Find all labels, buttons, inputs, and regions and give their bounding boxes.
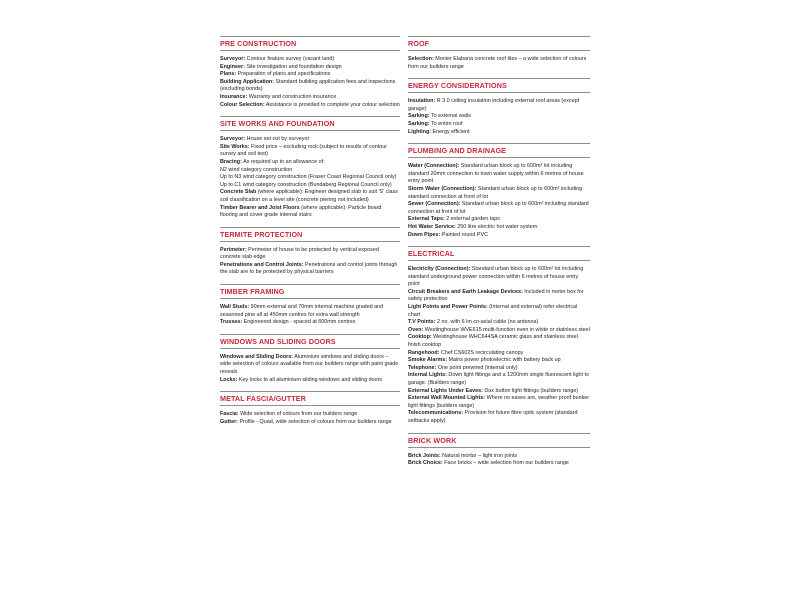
left-column [220, 36, 400, 433]
spec-item-text: Up to C1 wind category construction (Bundaberg Regional Council only) [220, 181, 392, 188]
spec-item-text: Mains power photoelectric with battery back up [447, 357, 561, 364]
spec-item [408, 224, 590, 232]
spec-item [220, 304, 400, 319]
spec-item-text: One point prewired (internal only) [436, 364, 518, 371]
section-timber-framing [220, 284, 400, 327]
spec-item [408, 232, 590, 240]
section-metal-fascia-gutter [220, 391, 400, 426]
spec-item [220, 174, 400, 182]
spec-item [408, 266, 590, 289]
spec-item-label: Colour Selection: [220, 101, 265, 108]
section-heading: WINDOWS AND SLIDING DOORS [220, 334, 400, 349]
spec-item-text: Standard urban block up to 600m² lot including standard underground power connection within 6 metres of house entry point [408, 266, 584, 288]
section-termite-protection [220, 227, 400, 277]
spec-item-label: Wall Studs: [220, 304, 250, 311]
spec-item-text: As required up to an allowance of: [241, 158, 325, 165]
spec-item [220, 102, 400, 110]
spec-item-text: Included in meter box for safety protection [408, 288, 584, 303]
spec-item-label: Trusses: [220, 319, 243, 326]
spec-item-label: Insulation: [408, 98, 436, 105]
spec-item [220, 182, 400, 190]
section-heading: BRICK WORK [408, 433, 590, 448]
spec-item-text: Contour feature survey (vacant land) [245, 56, 335, 62]
spec-item-label: Engineer: [220, 63, 245, 70]
spec-item [220, 159, 400, 167]
spec-item [220, 247, 400, 262]
spec-item-text: Wide selection of colours from our builders range [238, 411, 358, 418]
spec-item-label: Telecommunications: [408, 410, 464, 417]
spec-item [408, 319, 590, 327]
spec-item-text: Assistance is provided to complete your colour selection [264, 101, 400, 108]
spec-item [220, 411, 400, 419]
spec-item-text: Engineered design - spaced at 600mm centres [242, 319, 356, 326]
spec-item-label: T.V Points: [408, 319, 436, 326]
spec-item [220, 189, 400, 204]
spec-item [408, 388, 590, 396]
spec-item-text: Perimeter of house to be protected by vertical exposed concrete slab edge [220, 246, 379, 261]
section-heading: ELECTRICAL [408, 246, 590, 261]
spec-item-label: Selection: [408, 56, 434, 62]
spec-item-text: Standard urban block up to 600m² including standard connection at front of lot [408, 185, 583, 200]
spec-item-text: Face bricks – wide selection from our builders range [442, 460, 569, 467]
spec-item [220, 419, 400, 427]
spec-item-text: Fixed price – excluding rock (subject to results of contour survey and soil test) [220, 143, 388, 158]
spec-item-text: 90mm external and 70mm internal machine graded and seasoned pine all at 450mm centres for extra wall strength [220, 304, 384, 318]
spec-item [220, 377, 400, 385]
spec-item [408, 113, 590, 121]
spec-item [220, 144, 400, 159]
spec-item-text: Aluminium windows and sliding doors – wide selection of colours available from our builders range with paint grade reveals [220, 353, 399, 376]
spec-item-label: Locks: [220, 376, 238, 383]
spec-item-text: 2 external garden taps [444, 216, 500, 223]
spec-item [220, 319, 400, 327]
spec-item-text: Natural mortar – light iron joints [440, 452, 518, 459]
spec-item-label: Storm Water (Connection): [408, 185, 477, 192]
spec-item-label: Insurance: [220, 93, 248, 100]
spec-item [408, 410, 590, 425]
spec-item-text: Energy efficient [431, 128, 470, 135]
spec-item [408, 372, 590, 387]
spec-item-label: Sarking: [408, 113, 430, 120]
section-windows-and-sliding-doors [220, 334, 400, 384]
spec-item-label: Internal Lights: [408, 372, 447, 379]
spec-item-text: Where no eaves are, weather proof bunker light fittings (builders range) [408, 395, 590, 409]
spec-item [408, 304, 590, 319]
spec-item-label: Cooktop: [408, 334, 432, 341]
spec-item [220, 71, 400, 79]
spec-item-label: Brick Choice: [408, 460, 443, 467]
spec-item-text: Painted round PVC [440, 231, 489, 238]
spec-item-label: Fascia: [220, 411, 239, 418]
spec-item-label: Sewer (Connection): [408, 201, 461, 208]
spec-item [408, 129, 590, 137]
spec-item [408, 163, 590, 186]
section-brick-work [408, 433, 590, 468]
spec-item-text: Penetrations and control joints through the slab are to be protected by physical barriers [220, 261, 398, 276]
spec-item-label: Smoke Alarms: [408, 357, 448, 364]
spec-item-text: Warranty and construction insurance [247, 93, 337, 100]
spec-item-text: House set out by surveyor [245, 136, 310, 143]
spec-item-label: Building Application: [220, 78, 274, 85]
spec-item-label: Gutter: [220, 418, 238, 425]
spec-item-label: Light Points and Power Points: [408, 304, 488, 311]
section-heading: SITE WORKS AND FOUNDATION [220, 116, 400, 131]
spec-item-label: Concrete Slab [220, 189, 257, 196]
spec-item-label: Hot Water Service: [408, 223, 456, 230]
spec-item-label: Circuit Breakers and Earth Leakage Devices: [408, 288, 523, 295]
spec-item-label: Perimeter: [220, 246, 247, 253]
section-heading: PRE CONSTRUCTION [220, 36, 400, 51]
spec-item [408, 357, 590, 365]
spec-item-label: Windows and Sliding Doors: [220, 353, 294, 360]
spec-item-label: Sarking: [408, 120, 430, 127]
spec-item-text: (where applicable): Engineer designed slab to suit 'S' class soil classification on a level site (concrete piering not included) [220, 189, 398, 203]
spec-item [220, 354, 400, 377]
spec-item [220, 262, 400, 277]
spec-item [220, 64, 400, 72]
spec-item-text: R 3.0 ceiling insulation including external roof areas (except garage) [408, 98, 580, 112]
spec-item-label: Site Works: [220, 143, 250, 150]
spec-item-text: Site investigation and foundation design [244, 63, 342, 70]
section-heading: PLUMBING AND DRAINAGE [408, 143, 590, 158]
spec-item-text: (Internal and external) refer electrical chart [408, 304, 578, 318]
spec-item [408, 350, 590, 358]
section-energy-considerations [408, 78, 590, 136]
spec-item-label: Surveyor: [220, 136, 246, 143]
spec-item [408, 365, 590, 373]
spec-item-label: Electricity (Connection): [408, 266, 471, 273]
spec-item-text: (where applicable): Particle board flooring and cover grade internal stairs [220, 204, 382, 219]
section-heading: METAL FASCIA/GUTTER [220, 391, 400, 406]
spec-item [220, 205, 400, 220]
spec-item [408, 98, 590, 113]
spec-item-text: Dux button light fittings (builders range) [482, 387, 579, 394]
spec-item-text: Provision for future fibre optic system (standard setbacks apply) [408, 410, 578, 424]
spec-item [220, 136, 400, 144]
spec-item [408, 56, 590, 71]
spec-item-label: Water (Connection): [408, 163, 460, 170]
spec-item-text: To entire roof [429, 120, 463, 127]
spec-item [408, 395, 590, 410]
spec-item-text: Standard urban block up to 600m² including standard connection at front of lot [408, 201, 589, 215]
spec-item-label: Rangehood: [408, 349, 440, 356]
spec-item [408, 216, 590, 224]
spec-item [408, 327, 590, 335]
spec-item-label: External Taps: [408, 216, 445, 223]
spec-item-label: Penetrations and Control Joints: [220, 261, 304, 268]
spec-item-text: Westinghouse WVE615 multi-function oven in white or stainless steel [423, 326, 590, 333]
spec-item-text: Standard urban block up to 600m² lot including standard 20mm connection to town water supply within 6 metres of house entry point [408, 163, 584, 185]
spec-item-text: 2 no. with 6 lm co-axial cable (no antenna) [435, 319, 539, 326]
right-column [408, 36, 590, 475]
spec-item-label: Oven: [408, 326, 424, 333]
spec-item-label: External Wall Mounted Lights: [408, 395, 486, 402]
spec-item-label: Surveyor: [220, 56, 246, 62]
spec-item [408, 460, 590, 468]
spec-item-text: Monier Elabana concrete roof tiles – a wide selection of colours from our builders range [408, 56, 587, 70]
spec-item-label: Plans: [220, 71, 237, 78]
section-heading: ENERGY CONSIDERATIONS [408, 78, 590, 93]
spec-item-text: Up to N3 wind category construction (Fraser Coast Regional Council only) [220, 174, 397, 181]
spec-item [220, 94, 400, 102]
spec-item [408, 121, 590, 129]
spec-item [220, 79, 400, 94]
section-plumbing-and-drainage [408, 143, 590, 239]
spec-item-label: Brick Joints: [408, 452, 441, 459]
spec-item [220, 167, 400, 175]
section-electrical [408, 246, 590, 425]
spec-item [408, 289, 590, 304]
section-heading: ROOF [408, 36, 590, 51]
section-heading: TIMBER FRAMING [220, 284, 400, 299]
spec-item [408, 186, 590, 201]
spec-item-label: Down Pipes: [408, 231, 441, 238]
spec-item-text: Westinghouse WHC644SA ceramic glass and stainless steel finish cooktop [408, 334, 578, 349]
spec-item-text: To external walls [429, 113, 471, 120]
spec-item-text: Chef CS602S recirculating canopy [439, 349, 524, 356]
spec-item [408, 334, 590, 349]
spec-item-text: Profile - Quad, wide selection of colours from our builders range [237, 418, 392, 425]
spec-item-text: 250 litre electric hot water system [455, 223, 538, 230]
spec-item-text: Down light fittings and a 1200mm single fluorescent light to garage. (Builders range) [408, 372, 589, 386]
section-pre-construction [220, 36, 400, 109]
section-heading: TERMITE PROTECTION [220, 227, 400, 242]
spec-item-text: Standard building application fees and inspections (excluding bonds) [220, 78, 396, 93]
spec-item-label: Telephone: [408, 364, 437, 371]
section-site-works-and-foundation [220, 116, 400, 220]
spec-item-label: Bracing: [220, 158, 242, 165]
spec-item-label: External Lights Under Eaves: [408, 387, 483, 394]
spec-item-text: Key locks to all aluminium sliding windows and sliding doors [237, 376, 383, 383]
spec-item [408, 201, 590, 216]
spec-item-label: Timber Bearer and Joist Floors [220, 204, 300, 211]
section-roof [408, 36, 590, 71]
spec-item-text: N2 wind category construction [220, 166, 293, 173]
spec-item [220, 56, 400, 64]
spec-item-label: Lighting: [408, 128, 432, 135]
spec-item-text: Preparation of plans and specifications [236, 71, 331, 78]
spec-item [408, 453, 590, 461]
